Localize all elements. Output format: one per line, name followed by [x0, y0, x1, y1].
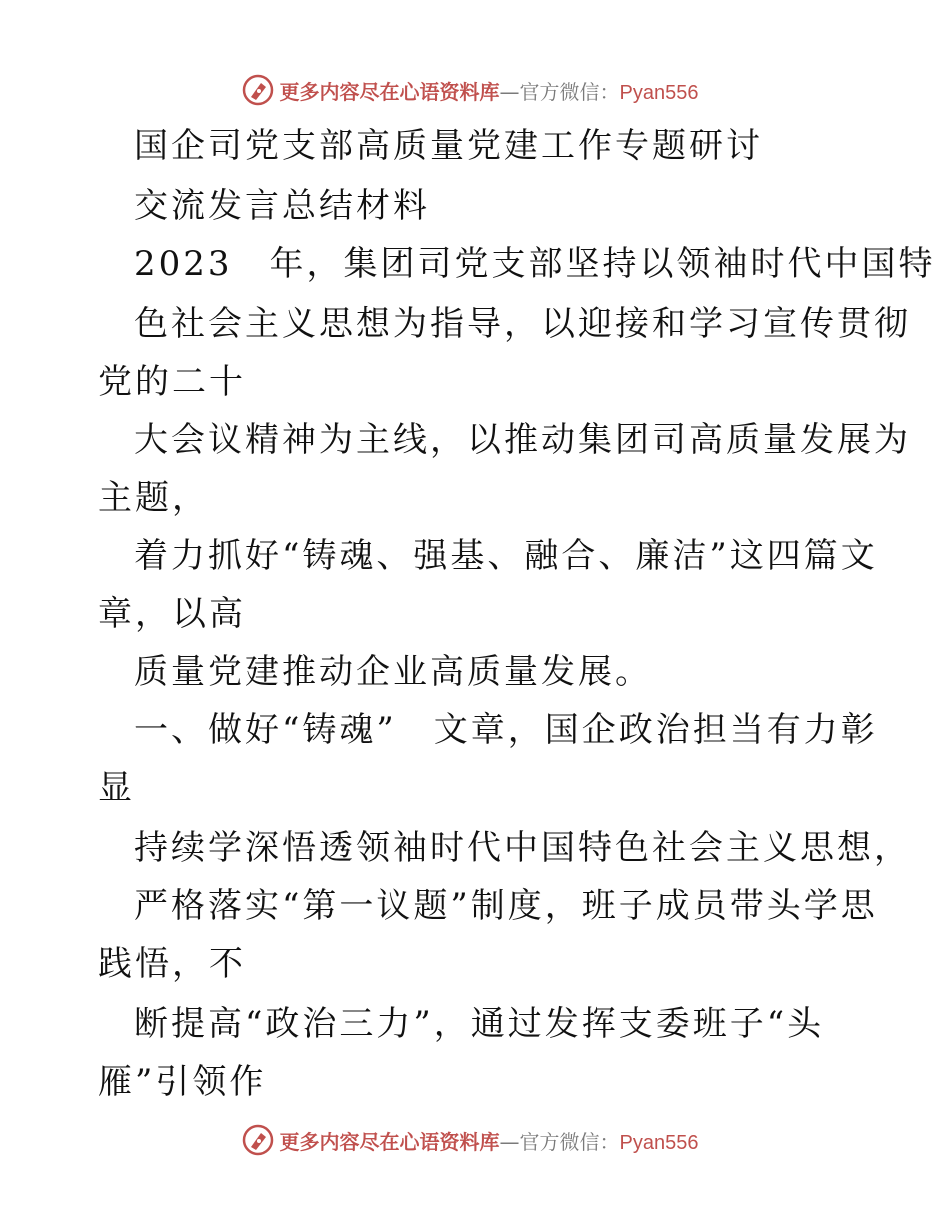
watermark-banner-top: [0, 68, 950, 112]
paragraph-line: 断提高“政治三力”，通过发挥支委班子“头: [134, 1004, 825, 1044]
paragraph-line: 大会议精神为主线，以推动集团司高质量发展为: [134, 420, 911, 460]
document-title-line-1: 国企司党支部高质量党建工作专题研讨: [134, 126, 763, 166]
watermark-text: [280, 1126, 699, 1155]
watermark-handle: Pyan556: [619, 81, 699, 104]
section-heading-line: 显: [98, 768, 135, 808]
section-heading-line: 一、做好“铸魂” 文章，国企政治担当有力彰: [134, 710, 878, 750]
paragraph-line: 质量党建推动企业高质量发展。: [134, 652, 652, 692]
pen-nib-logo-icon: [242, 74, 274, 106]
watermark-text: [280, 76, 699, 105]
watermark-separator: —: [499, 1129, 520, 1154]
watermark-contact-label: 官方微信：: [519, 1129, 620, 1154]
watermark-banner-content: [242, 1124, 699, 1156]
watermark-banner-bottom: [0, 1118, 950, 1162]
watermark-contact-label: 官方微信：: [519, 79, 620, 104]
watermark-brand: 更多内容尽在心语资料库: [279, 1129, 500, 1154]
document-title-line-2: 交流发言总结材料: [134, 186, 430, 226]
watermark-separator: —: [499, 79, 520, 104]
paragraph-line: 雁”引领作: [98, 1062, 267, 1102]
paragraph-line: 着力抓好“铸魂、强基、融合、廉洁”这四篇文: [134, 536, 878, 576]
watermark-handle: Pyan556: [619, 1131, 699, 1154]
paragraph-line: 严格落实“第一议题”制度，班子成员带头学思: [134, 886, 878, 926]
watermark-banner-content: [242, 74, 699, 106]
paragraph-line: 践悟，不: [98, 944, 246, 984]
paragraph-line: 党的二十: [98, 362, 246, 402]
paragraph-line: 章，以高: [98, 594, 246, 634]
watermark-brand: 更多内容尽在心语资料库: [279, 79, 500, 104]
paragraph-line: 持续学深悟透领袖时代中国特色社会主义思想，: [134, 828, 911, 868]
paragraph-line: 主题，: [98, 478, 209, 518]
paragraph-line: 色社会主义思想为指导，以迎接和学习宣传贯彻: [134, 304, 911, 344]
pen-nib-logo-icon: [242, 1124, 274, 1156]
paragraph-line: 2023 年，集团司党支部坚持以领袖时代中国特: [134, 244, 936, 284]
